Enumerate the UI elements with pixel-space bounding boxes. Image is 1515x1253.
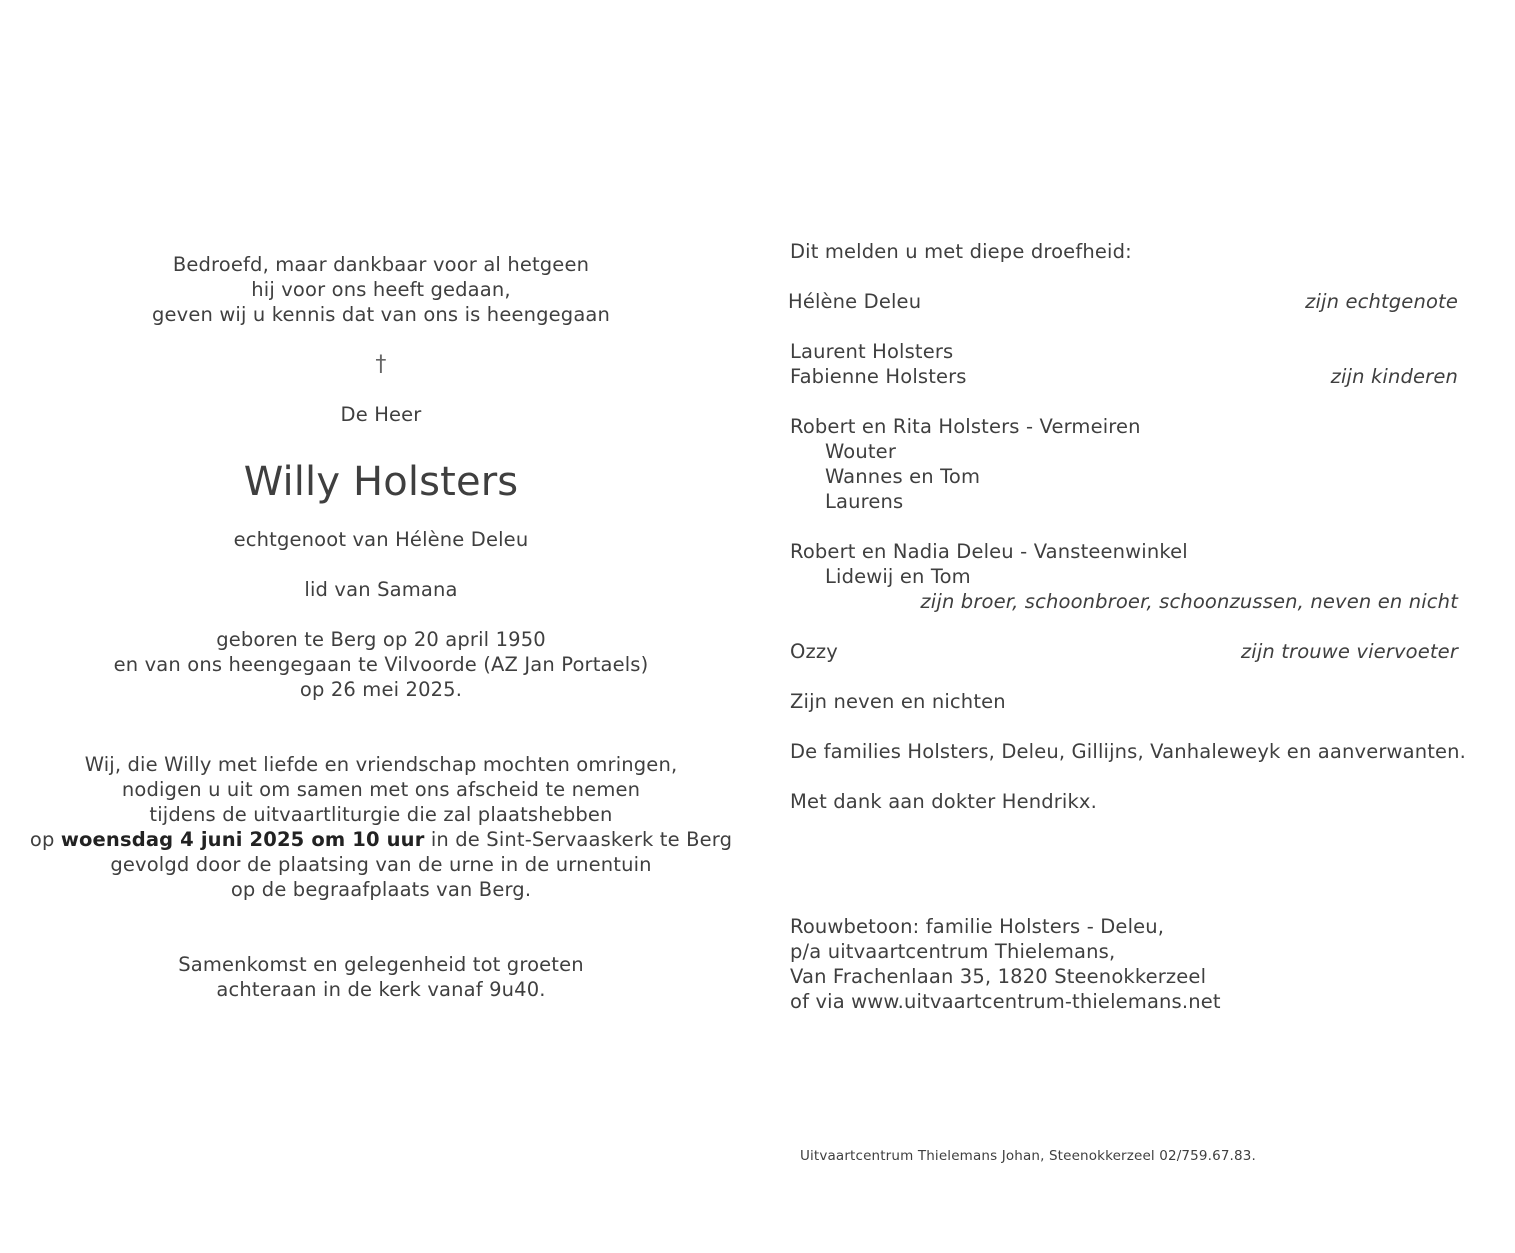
ceremony-location: in de Sint-Servaaskerk te Berg [424,828,733,851]
condolence-line: p/a uitvaartcentrum Thielemans, [790,940,1116,963]
ceremony-line [20,827,742,852]
gathering-text [20,952,742,1002]
family-member: Lidewij en Tom [825,565,971,588]
invitation-line: tijdens de uitvaartliturgie die zal plaatshebben [149,803,613,826]
spouse-line: echtgenoot van Hélène Deleu [233,528,529,551]
intro-line: Bedroefd, maar dankbaar voor al hetgeen [172,253,590,276]
cross-icon: † [375,352,387,377]
condolence-line: Van Frachenlaan 35, 1820 Steenokkerzeel [790,965,1207,988]
deceased-name: Willy Holsters [243,459,519,505]
family-member: Wannes en Tom [825,465,981,488]
salutation: De Heer [340,403,422,426]
ceremony-prefix: op [29,828,61,851]
thanks-line: Met dank aan dokter Hendrikx. [790,790,1097,813]
membership-line: lid van Samana [304,578,458,601]
death-date-line: op 26 mei 2025. [299,678,463,701]
condolence-website: of via www.uitvaartcentrum-thielemans.net [790,990,1221,1013]
pet-name: Ozzy [790,640,838,663]
invitation-line: Wij, die Willy met liefde en vriendschap mochten omringen, [84,753,678,776]
sibling-family-head: Robert en Rita Holsters - Vermeiren [790,415,1141,438]
death-line: en van ons heengegaan te Vilvoorde (AZ Jan Portaels) [113,653,649,676]
birth-death-text [20,627,742,702]
children-relation: zijn kinderen [1330,365,1458,388]
invitation-text [20,752,742,902]
announcement: Dit melden u met diepe droefheid: [790,240,1132,263]
intro-line: geven wij u kennis dat van ons is heengegaan [151,303,611,326]
cousins-line: Zijn neven en nichten [790,690,1006,713]
condolence-line: Rouwbetoon: familie Holsters - Deleu, [790,915,1165,938]
family-member: Laurens [825,490,904,513]
intro-text [20,252,742,327]
pet-relation: zijn trouwe viervoeter [1240,640,1458,663]
child-name: Laurent Holsters [790,340,954,363]
family-member: Wouter [825,440,896,463]
spouse-relation: zijn echtgenote [1305,290,1458,313]
funeral-home-footer: Uitvaartcentrum Thielemans Johan, Steenokkerzeel 02/759.67.83. [800,1148,1256,1164]
condolence-block [790,914,1221,1014]
siblings-relation: zijn broer, schoonbroer, schoonzussen, neven en nicht [920,590,1458,613]
birth-line: geboren te Berg op 20 april 1950 [216,628,546,651]
gathering-line: achteraan in de kerk vanaf 9u40. [216,978,546,1001]
burial-line: op de begraafplaats van Berg. [230,878,532,901]
burial-line: gevolgd door de plaatsing van de urne in de urnentuin [110,853,652,876]
spouse-name: Hélène Deleu [788,290,922,313]
child-name: Fabienne Holsters [790,365,967,388]
ceremony-date-time: woensdag 4 juni 2025 om 10 uur [60,828,425,851]
gathering-line: Samenkomst en gelegenheid tot groeten [178,953,584,976]
intro-line: hij voor ons heeft gedaan, [251,278,511,301]
invitation-line: nodigen u uit om samen met ons afscheid te nemen [121,778,641,801]
sibling-family-head: Robert en Nadia Deleu - Vansteenwinkel [790,540,1188,563]
families-line: De families Holsters, Deleu, Gillijns, Vanhaleweyk en aanverwanten. [790,740,1467,763]
